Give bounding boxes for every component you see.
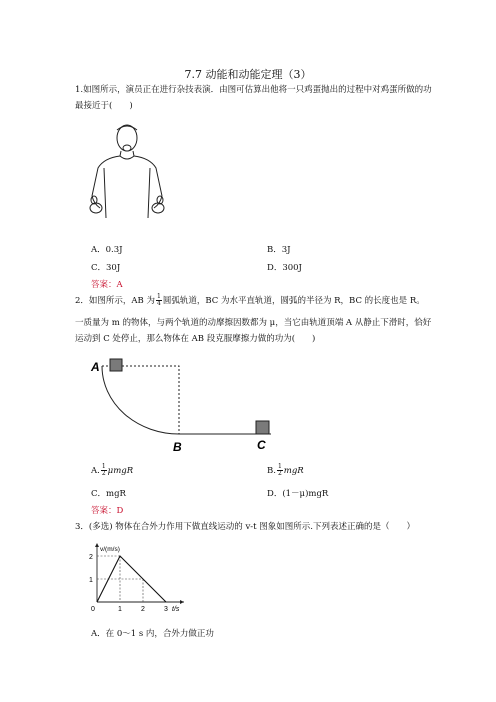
- x-axis-arrow: [180, 600, 184, 604]
- x-tick-label: 3: [164, 606, 168, 613]
- q2-option-d[interactable]: D．(1－μ)mgR: [267, 489, 329, 499]
- q2-option-a[interactable]: A. $\frac{1}{2}$ μmgR: [91, 463, 134, 477]
- q1-option-a[interactable]: A．0.3J: [91, 245, 123, 255]
- y-tick-label: 1: [89, 577, 93, 584]
- q2-option-b[interactable]: B. $\frac{1}{2}$ mgR: [267, 463, 304, 477]
- label-b: B: [173, 440, 182, 454]
- quarter-fraction: $\frac{1}{4}$: [157, 293, 161, 307]
- label-a: A: [91, 360, 100, 374]
- q3-stem: 3．(多选) 物体在合外力作用下做直线运动的 v-t 图象如图所示.下列表述正确的是（ ）: [75, 522, 415, 532]
- series-line: [97, 556, 166, 602]
- q2-stem-line2: 一质量为 m 的物体，与两个轨道的动摩擦因数都为 μ，当它由轨道顶端 A 从静止下滑时，恰好运动到 C 处停止，那么物体在 AB 段克服摩擦力做的功为( ): [75, 318, 432, 344]
- q1-stem: 1.如图所示，演员正在进行杂技表演．由图可估算出他将一只鸡蛋抛出的过程中对鸡蛋所做的功最接近于( ): [75, 85, 432, 111]
- y-axis-arrow: [95, 543, 99, 547]
- juggler-figure: [84, 118, 174, 228]
- x-tick-label: 2: [141, 606, 145, 613]
- vt-chart: [82, 538, 192, 616]
- x-tick-label: 1: [118, 606, 122, 613]
- q1-option-d[interactable]: D．300J: [267, 263, 302, 273]
- q2-answer: 答案：D: [91, 506, 124, 516]
- q1-answer: 答案：A: [91, 280, 123, 290]
- x-tick-label: 0: [91, 606, 95, 613]
- block-c: [256, 421, 269, 434]
- block-a: [110, 359, 122, 371]
- q2-stem-line1: 2．如图所示，AB 为 $\frac{1}{4}$ 圆弧轨道，BC 为水平直轨道，圆弧的半径为 R，BC 的长度也是 R。: [75, 293, 425, 307]
- x-axis-label: t/s: [172, 606, 180, 613]
- y-tick-label: 2: [89, 554, 93, 561]
- label-c: C: [257, 438, 266, 452]
- y-axis-label: v/(m/s): [100, 546, 120, 553]
- q2-option-c[interactable]: C．mgR: [91, 489, 126, 499]
- q3-option-a[interactable]: A．在 0～1 s 内，合外力做正功: [91, 629, 214, 639]
- q1-option-c[interactable]: C．30J: [91, 263, 121, 273]
- page-title: 7.7 动能和动能定理（3）: [184, 68, 312, 81]
- q1-option-b[interactable]: B．3J: [267, 245, 291, 255]
- track-figure: [90, 354, 290, 454]
